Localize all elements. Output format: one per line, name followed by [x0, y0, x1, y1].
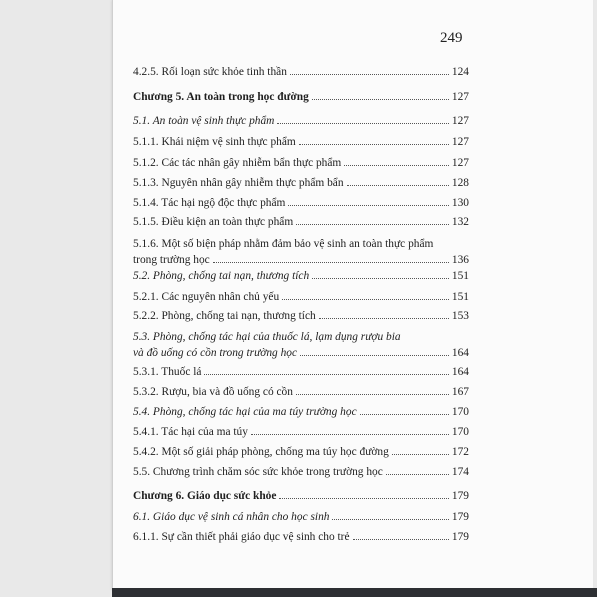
toc-entry: [133, 216, 469, 228]
toc-entry-title: trong trường học: [133, 254, 210, 266]
toc-entry: [133, 490, 469, 502]
dot-leader: [251, 434, 449, 435]
toc-entry-title: 5.1. An toàn vệ sinh thực phẩm: [133, 115, 275, 127]
toc-entry-title: 5.1.4. Tác hại ngộ độc thực phẩm: [133, 197, 286, 209]
dot-leader: [344, 165, 449, 166]
toc-entry: [133, 115, 469, 127]
toc-entry-page: 128: [451, 177, 469, 189]
toc-entry-title-line1: 5.1.6. Một số biện pháp nhằm đảm bảo vệ sinh an toàn thực phẩm: [133, 238, 434, 250]
toc-entry-page: 179: [451, 531, 469, 543]
toc-entry-page: 172: [451, 446, 469, 458]
toc-entry: [133, 446, 469, 458]
toc-entry-page: 130: [451, 197, 469, 209]
toc-entry-title: 5.2.2. Phòng, chống tai nạn, thương tích: [133, 310, 316, 322]
toc-entry-page: 136: [451, 254, 469, 266]
dot-leader: [282, 299, 449, 300]
toc-entry-title: 5.1.1. Khái niệm vệ sinh thực phẩm: [133, 136, 296, 148]
toc-entry-page: 132: [451, 216, 469, 228]
toc-entry-page: 124: [451, 66, 469, 78]
toc-entry-title: Chương 5. An toàn trong học đường: [133, 91, 309, 103]
toc-entry-page: 151: [451, 291, 469, 303]
dot-leader: [300, 355, 449, 356]
dot-leader: [288, 205, 448, 206]
toc-entry-page: 151: [451, 270, 469, 282]
toc-entry-page: 127: [451, 91, 469, 103]
toc-entry-title: 5.1.5. Điều kiện an toàn thực phẩm: [133, 216, 294, 228]
toc-entry-page: 170: [451, 426, 469, 438]
toc-entry-title: 5.4.2. Một số giải pháp phòng, chống ma túy học đường: [133, 446, 389, 458]
toc-entry-page: 127: [451, 115, 469, 127]
toc-entry: [133, 136, 469, 148]
toc-entry-title: 4.2.5. Rối loạn sức khỏe tinh thần: [133, 66, 287, 78]
toc-entry-title-line1: 5.3. Phòng, chống tác hại của thuốc lá, lạm dụng rượu bia: [133, 331, 401, 343]
dot-leader: [299, 144, 449, 145]
dot-leader: [312, 278, 449, 279]
toc-entry-title: 6.1. Giáo dục vệ sinh cá nhân cho học sinh: [133, 511, 330, 523]
toc-entry-title: và đồ uống có cồn trong trường học: [133, 347, 298, 359]
toc-entry-page: 170: [451, 406, 469, 418]
dot-leader: [386, 474, 449, 475]
dot-leader: [332, 519, 448, 520]
dot-leader: [347, 185, 449, 186]
toc-entry-title: 5.2. Phòng, chống tai nạn, thương tích: [133, 270, 310, 282]
dot-leader: [290, 74, 449, 75]
dot-leader: [319, 318, 449, 319]
toc-entry: [133, 466, 469, 478]
dot-leader: [312, 99, 449, 100]
page-number: 249: [440, 30, 463, 46]
toc-entry: [133, 270, 469, 282]
toc-entry-title: 5.2.1. Các nguyên nhân chủ yếu: [133, 291, 280, 303]
toc-entry: [133, 238, 469, 266]
toc-entry: [133, 310, 469, 322]
toc-entry: [133, 91, 469, 103]
toc-entry: [133, 66, 469, 78]
toc-entry-page: 179: [451, 490, 469, 502]
toc-entry-page: 179: [451, 511, 469, 523]
dot-leader: [353, 539, 449, 540]
toc-entry: [133, 426, 469, 438]
toc-entry-title: 5.4.1. Tác hại của ma túy: [133, 426, 248, 438]
toc-entry: [133, 291, 469, 303]
toc-entry-title: 5.3.2. Rượu, bia và đồ uống có cồn: [133, 386, 293, 398]
toc-entry: [133, 511, 469, 523]
toc-entry-page: 167: [451, 386, 469, 398]
toc-entry: [133, 197, 469, 209]
dot-leader: [360, 414, 449, 415]
toc-entry: [133, 331, 469, 359]
dot-leader: [392, 454, 449, 455]
toc-entry-page: 174: [451, 466, 469, 478]
toc-entry-title: 5.3.1. Thuốc lá: [133, 366, 202, 378]
toc-entry: [133, 531, 469, 543]
dot-leader: [296, 394, 449, 395]
scanner-edge: [112, 588, 597, 597]
toc-entry-page: 127: [451, 157, 469, 169]
toc-entry-title: 5.1.3. Nguyên nhân gây nhiễm thực phẩm bẩn: [133, 177, 344, 189]
toc-entry-title: 5.5. Chương trình chăm sóc sức khỏe trong trường học: [133, 466, 383, 478]
toc-entry-page: 153: [451, 310, 469, 322]
toc-entry: [133, 157, 469, 169]
toc-entry: [133, 177, 469, 189]
toc-entry: [133, 366, 469, 378]
toc-entry-page: 164: [451, 347, 469, 359]
toc-entry: [133, 386, 469, 398]
toc-entry-title: 6.1.1. Sự cần thiết phải giáo dục vệ sinh cho trẻ: [133, 531, 350, 543]
toc-entry-title: Chương 6. Giáo dục sức khỏe: [133, 490, 277, 502]
toc-entry: [133, 406, 469, 418]
dot-leader: [204, 374, 448, 375]
dot-leader: [296, 224, 449, 225]
dot-leader: [277, 123, 448, 124]
dot-leader: [213, 262, 449, 263]
toc-entry-title: 5.1.2. Các tác nhân gây nhiễm bẩn thực phẩm: [133, 157, 342, 169]
toc-entry-page: 127: [451, 136, 469, 148]
toc-entry-page: 164: [451, 366, 469, 378]
dot-leader: [279, 498, 449, 499]
toc-entry-title: 5.4. Phòng, chống tác hại của ma túy trường học: [133, 406, 357, 418]
